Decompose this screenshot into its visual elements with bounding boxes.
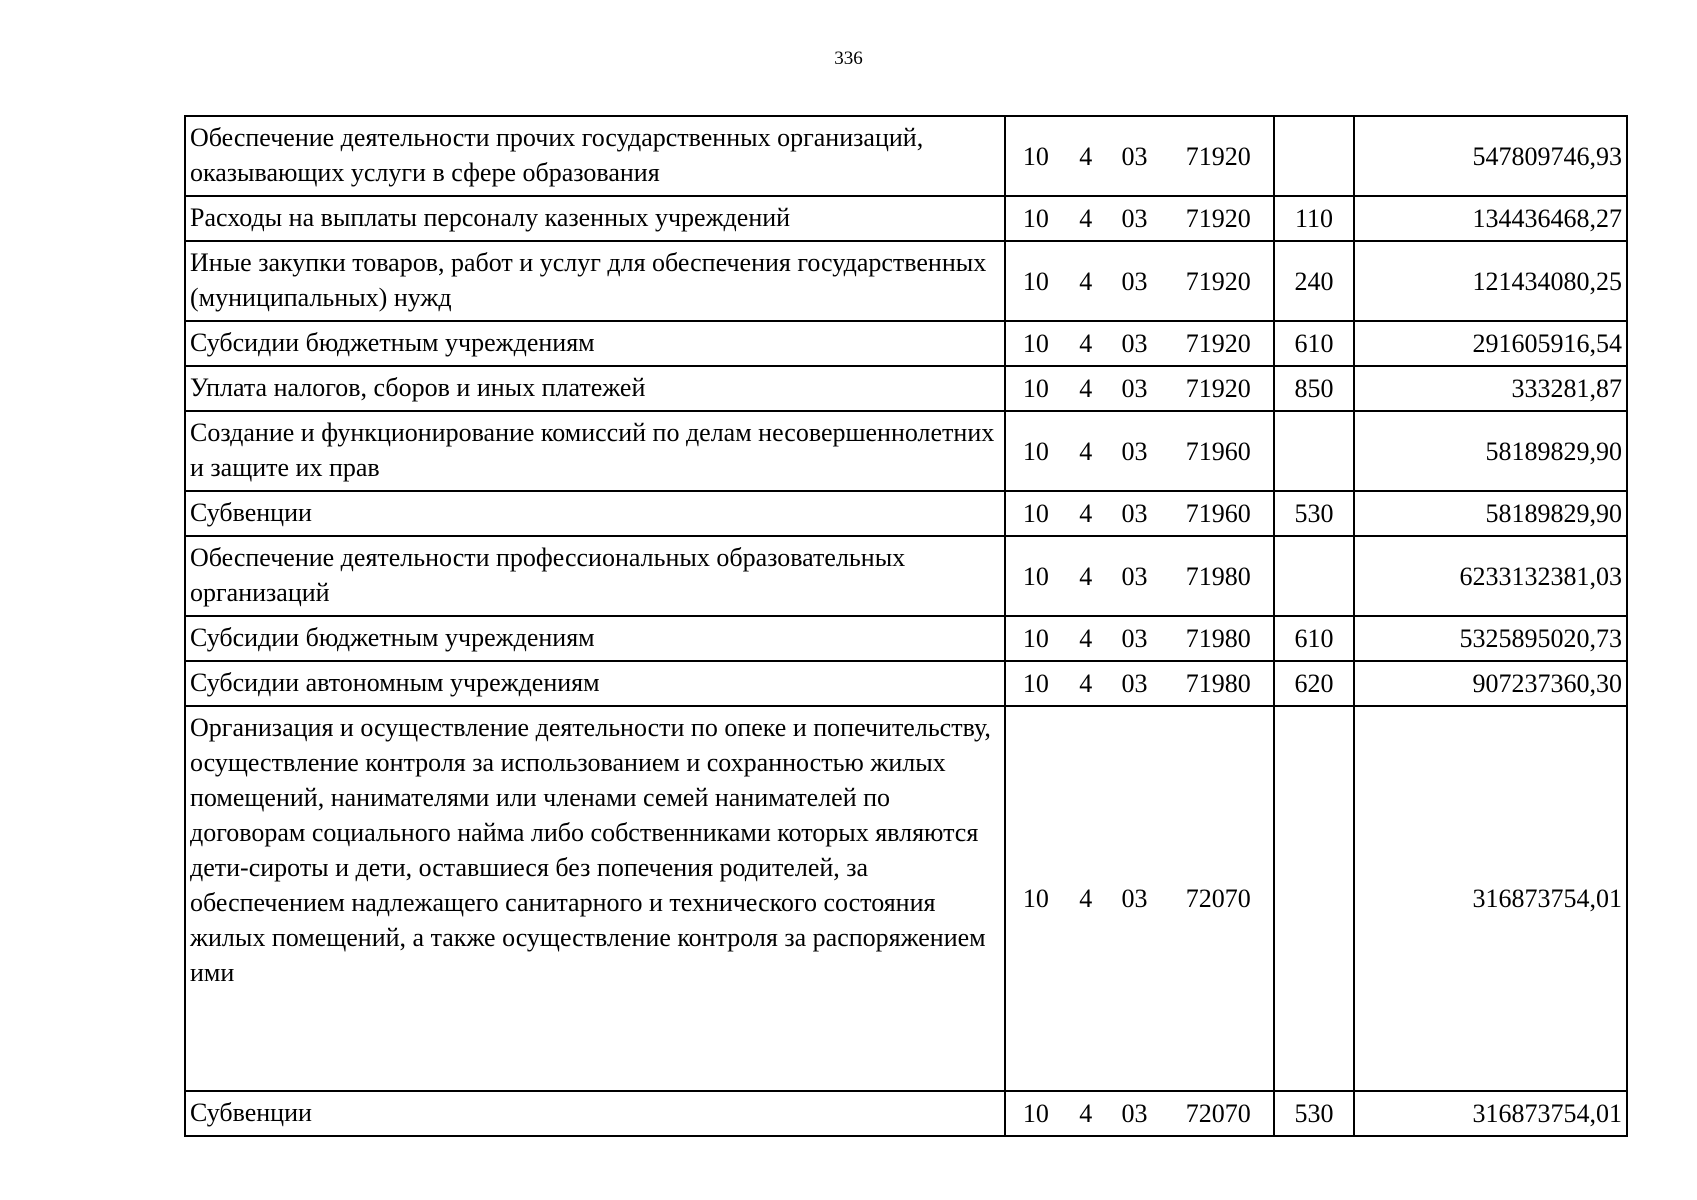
amount: 316873754,01 <box>1354 1091 1627 1136</box>
amount: 333281,87 <box>1354 366 1627 411</box>
section-code: 10 <box>1022 561 1049 591</box>
row-codes-group <box>1006 371 1273 406</box>
row-name: Обеспечение деятельности профессиональных образовательных организаций <box>185 536 1005 616</box>
subsection-code: 4 <box>1079 499 1093 528</box>
row-name: Субсидии бюджетным учреждениям <box>185 321 1005 366</box>
row-name: Субсидии бюджетным учреждениям <box>185 616 1005 661</box>
expense-type-code <box>1274 116 1354 196</box>
section-code: 10 <box>1022 1099 1049 1128</box>
row-name: Иные закупки товаров, работ и услуг для обеспечения государственных (муниципальных) нужд <box>185 241 1005 321</box>
row-codes-group <box>1006 559 1273 594</box>
page-number: 336 <box>834 48 863 69</box>
table-row <box>185 616 1627 661</box>
row-codes <box>1005 536 1274 616</box>
budget-table-body <box>185 116 1627 1136</box>
table-row <box>185 366 1627 411</box>
program-code: 03 <box>1121 374 1148 403</box>
table-row <box>185 196 1627 241</box>
article-code: 71920 <box>1185 374 1251 403</box>
row-codes-group <box>1006 666 1273 701</box>
subsection-code: 4 <box>1079 624 1093 653</box>
article-code: 71920 <box>1185 266 1251 296</box>
expense-type-code: 530 <box>1274 1091 1354 1136</box>
amount: 291605916,54 <box>1354 321 1627 366</box>
article-code: 71920 <box>1185 204 1251 233</box>
subsection-code: 4 <box>1079 329 1093 358</box>
section-code: 10 <box>1022 669 1049 698</box>
article-code: 71980 <box>1185 624 1251 653</box>
table-row <box>185 1091 1627 1136</box>
program-code: 03 <box>1121 329 1148 358</box>
subsection-code: 4 <box>1079 561 1093 591</box>
article-code: 72070 <box>1185 884 1251 913</box>
expense-type-code: 530 <box>1274 491 1354 536</box>
expense-type-code: 610 <box>1274 321 1354 366</box>
table-row <box>185 536 1627 616</box>
row-codes-group <box>1006 201 1273 236</box>
row-codes <box>1005 491 1274 536</box>
amount: 58189829,90 <box>1354 491 1627 536</box>
row-name: Субсидии автономным учреждениям <box>185 661 1005 706</box>
row-name: Организация и осуществление деятельности по опеке и попечительству, осуществление контроля за использованием и сохранностью жилых помещений, нанимателями или членами семей нанимателей по договорам социального найма либо собственниками которых являются дети-сироты и дети, оставшиеся без попечения родителей, за обеспечением надлежащего санитарного и технического состояния жилых помещений, а также осуществление контроля за распоряжением ими <box>185 706 1005 1091</box>
article-code: 71980 <box>1185 561 1251 591</box>
table-row <box>185 661 1627 706</box>
row-name: Обеспечение деятельности прочих государственных организаций, оказывающих услуги в сфере образования <box>185 116 1005 196</box>
row-codes-group <box>1006 434 1273 469</box>
article-code: 71920 <box>1185 141 1251 171</box>
section-code: 10 <box>1022 141 1049 171</box>
row-codes-group <box>1006 621 1273 656</box>
section-code: 10 <box>1022 374 1049 403</box>
row-codes <box>1005 321 1274 366</box>
subsection-code: 4 <box>1079 669 1093 698</box>
program-code: 03 <box>1121 499 1148 528</box>
budget-table <box>184 115 1628 1137</box>
expense-type-code <box>1274 706 1354 1091</box>
row-name: Субвенции <box>185 1091 1005 1136</box>
section-code: 10 <box>1022 499 1049 528</box>
subsection-code: 4 <box>1079 884 1093 913</box>
amount: 907237360,30 <box>1354 661 1627 706</box>
amount: 316873754,01 <box>1354 706 1627 1091</box>
table-row <box>185 241 1627 321</box>
program-code: 03 <box>1121 669 1148 698</box>
program-code: 03 <box>1121 1099 1148 1128</box>
subsection-code: 4 <box>1079 1099 1093 1128</box>
program-code: 03 <box>1121 624 1148 653</box>
row-name: Субвенции <box>185 491 1005 536</box>
article-code: 71980 <box>1185 669 1251 698</box>
row-codes <box>1005 661 1274 706</box>
program-code: 03 <box>1121 436 1148 466</box>
subsection-code: 4 <box>1079 141 1093 171</box>
expense-type-code: 850 <box>1274 366 1354 411</box>
program-code: 03 <box>1121 561 1148 591</box>
section-code: 10 <box>1022 436 1049 466</box>
expense-type-code: 610 <box>1274 616 1354 661</box>
expense-type-code: 620 <box>1274 661 1354 706</box>
section-code: 10 <box>1022 884 1049 913</box>
section-code: 10 <box>1022 266 1049 296</box>
article-code: 71960 <box>1185 499 1251 528</box>
subsection-code: 4 <box>1079 266 1093 296</box>
program-code: 03 <box>1121 884 1148 913</box>
article-code: 71920 <box>1185 329 1251 358</box>
row-codes <box>1005 116 1274 196</box>
section-code: 10 <box>1022 624 1049 653</box>
row-name: Уплата налогов, сборов и иных платежей <box>185 366 1005 411</box>
section-code: 10 <box>1022 329 1049 358</box>
row-codes <box>1005 706 1274 1091</box>
row-codes <box>1005 1091 1274 1136</box>
article-code: 72070 <box>1185 1099 1251 1128</box>
row-codes-group <box>1006 326 1273 361</box>
row-codes-group <box>1006 1096 1273 1131</box>
program-code: 03 <box>1121 266 1148 296</box>
row-codes <box>1005 616 1274 661</box>
amount: 134436468,27 <box>1354 196 1627 241</box>
expense-type-code: 240 <box>1274 241 1354 321</box>
row-codes-group <box>1006 496 1273 531</box>
row-codes-group <box>1006 139 1273 174</box>
row-codes <box>1005 366 1274 411</box>
amount: 5325895020,73 <box>1354 616 1627 661</box>
expense-type-code <box>1274 411 1354 491</box>
row-codes <box>1005 241 1274 321</box>
table-row <box>185 706 1627 1091</box>
row-codes-group <box>1006 264 1273 299</box>
subsection-code: 4 <box>1079 436 1093 466</box>
table-row <box>185 491 1627 536</box>
row-name: Создание и функционирование комиссий по делам несовершеннолетних и защите их прав <box>185 411 1005 491</box>
expense-type-code <box>1274 536 1354 616</box>
table-row <box>185 116 1627 196</box>
table-row <box>185 321 1627 366</box>
row-name: Расходы на выплаты персоналу казенных учреждений <box>185 196 1005 241</box>
row-codes <box>1005 196 1274 241</box>
table-row <box>185 411 1627 491</box>
article-code: 71960 <box>1185 436 1251 466</box>
program-code: 03 <box>1121 204 1148 233</box>
amount: 121434080,25 <box>1354 241 1627 321</box>
row-codes-group <box>1006 881 1273 916</box>
amount: 547809746,93 <box>1354 116 1627 196</box>
subsection-code: 4 <box>1079 374 1093 403</box>
amount: 58189829,90 <box>1354 411 1627 491</box>
row-codes <box>1005 411 1274 491</box>
expense-type-code: 110 <box>1274 196 1354 241</box>
subsection-code: 4 <box>1079 204 1093 233</box>
amount: 6233132381,03 <box>1354 536 1627 616</box>
program-code: 03 <box>1121 141 1148 171</box>
section-code: 10 <box>1022 204 1049 233</box>
